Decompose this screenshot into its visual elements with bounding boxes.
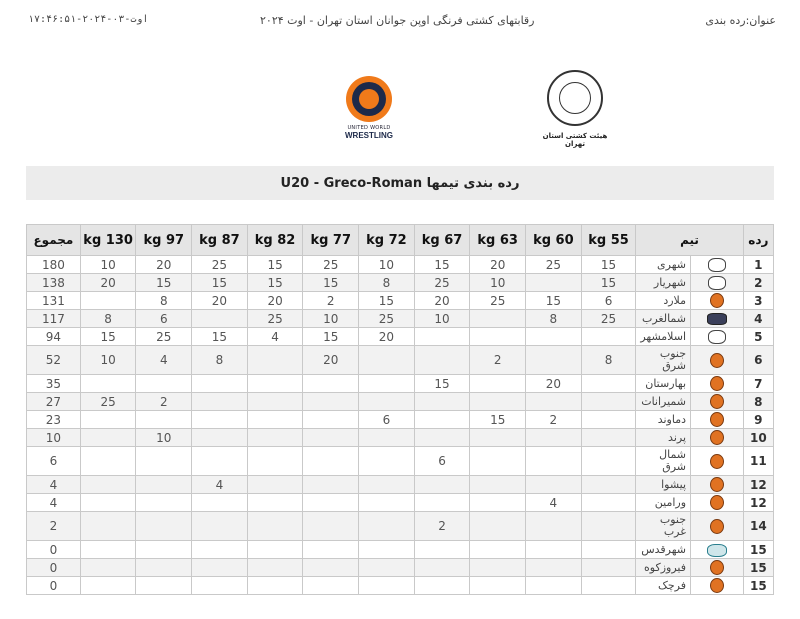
score-cell: 25 [303,256,359,274]
score-cell [359,429,415,447]
team-logo-cell [691,577,744,595]
team-logo-cell [691,256,744,274]
score-cell [136,411,192,429]
score-cell [303,494,359,512]
score-cell [192,577,248,595]
score-cell [192,559,248,577]
team-logo-cell [691,494,744,512]
score-cell [136,375,192,393]
score-cell [526,476,582,494]
team-logo-icon [708,258,726,272]
team-logo-icon [710,578,724,593]
score-cell [414,411,470,429]
team-logo-cell [691,476,744,494]
team-logo-cell [691,328,744,346]
score-cell [80,476,136,494]
weight-header: 87 kg [192,225,248,256]
weight-header: 77 kg [303,225,359,256]
rank-cell: 12 [743,476,773,494]
score-cell: 8 [192,346,248,375]
score-cell [303,375,359,393]
score-cell [303,411,359,429]
team-logo-icon [710,519,724,534]
score-cell [247,494,303,512]
score-cell [359,541,415,559]
score-cell: 8 [136,292,192,310]
score-cell [581,375,636,393]
score-cell [581,328,636,346]
score-cell [192,512,248,541]
score-cell: 20 [414,292,470,310]
table-header-row [27,225,774,256]
table-row [27,256,774,274]
weight-header: 55 kg [581,225,636,256]
score-cell: 10 [470,274,526,292]
team-logo-icon [710,454,724,469]
rank-cell: 15 [743,577,773,595]
team-logo-cell [691,310,744,328]
team-name: ورامین [636,494,691,512]
uww-logo-line2: WRESTLING [345,131,393,140]
rank-cell: 9 [743,411,773,429]
score-cell: 15 [303,274,359,292]
score-cell [581,541,636,559]
team-logo-icon [710,477,724,492]
score-cell [80,512,136,541]
score-cell [303,393,359,411]
total-cell: 4 [27,476,81,494]
total-cell: 94 [27,328,81,346]
score-cell: 15 [80,328,136,346]
score-cell [359,447,415,476]
table-row [27,476,774,494]
total-cell: 23 [27,411,81,429]
total-cell: 10 [27,429,81,447]
score-cell [470,559,526,577]
total-cell: 0 [27,577,81,595]
score-cell [247,541,303,559]
total-cell: 0 [27,541,81,559]
score-cell: 4 [526,494,582,512]
score-cell: 6 [136,310,192,328]
score-cell [136,577,192,595]
rank-cell: 2 [743,274,773,292]
score-cell: 8 [359,274,415,292]
score-cell: 15 [303,328,359,346]
score-cell [526,512,582,541]
uww-emblem-icon [346,76,392,122]
weight-header: 72 kg [359,225,415,256]
score-cell [247,393,303,411]
score-cell: 8 [80,310,136,328]
score-cell [192,494,248,512]
score-cell: 15 [581,256,636,274]
table-row [27,292,774,310]
score-cell: 15 [247,256,303,274]
score-cell [526,429,582,447]
rank-cell: 3 [743,292,773,310]
score-cell: 20 [303,346,359,375]
score-cell: 20 [136,256,192,274]
total-cell: 52 [27,346,81,375]
weight-header: 130 kg [80,225,136,256]
score-cell [526,447,582,476]
rank-cell: 1 [743,256,773,274]
team-logo-icon [710,495,724,510]
weight-header: 60 kg [526,225,582,256]
team-logo-icon [708,276,726,290]
score-cell: 4 [192,476,248,494]
score-cell [581,429,636,447]
table-row [27,411,774,429]
team-logo-icon [710,394,724,409]
total-cell: 0 [27,559,81,577]
rank-cell: 7 [743,375,773,393]
score-cell: 25 [192,256,248,274]
team-logo-icon [710,430,724,445]
score-cell [80,577,136,595]
score-cell: 15 [247,274,303,292]
team-header: تیم [636,225,743,256]
team-logo-cell [691,292,744,310]
score-cell [581,577,636,595]
rank-cell: 8 [743,393,773,411]
score-cell [247,447,303,476]
score-cell: 20 [247,292,303,310]
score-cell [414,476,470,494]
weight-header: 82 kg [247,225,303,256]
score-cell: 2 [414,512,470,541]
score-cell [80,429,136,447]
score-cell [414,541,470,559]
score-cell: 25 [470,292,526,310]
timestamp: اوت-۰۳-۲۰۲۴-۱۷:۴۶:۵۱ [28,14,149,25]
total-cell: 138 [27,274,81,292]
uww-logo [343,76,395,140]
rank-cell: 14 [743,512,773,541]
score-cell [192,411,248,429]
score-cell [359,346,415,375]
rank-cell: 12 [743,494,773,512]
team-logo-icon [710,353,724,368]
score-cell [136,559,192,577]
score-cell: 10 [80,346,136,375]
rank-cell: 15 [743,559,773,577]
score-cell: 15 [414,375,470,393]
score-cell [303,447,359,476]
score-cell [359,375,415,393]
score-cell [470,429,526,447]
team-logo-cell [691,411,744,429]
score-cell: 2 [526,411,582,429]
score-cell [136,476,192,494]
table-row [27,429,774,447]
score-cell: 4 [247,328,303,346]
team-name: شهریار [636,274,691,292]
team-logo-cell [691,541,744,559]
rank-cell: 15 [743,541,773,559]
score-cell [136,447,192,476]
score-cell: 15 [526,292,582,310]
score-cell: 15 [136,274,192,292]
weight-header: 97 kg [136,225,192,256]
score-cell [247,411,303,429]
table-row [27,328,774,346]
score-cell [470,476,526,494]
score-cell [526,577,582,595]
table-row [27,310,774,328]
score-cell [192,447,248,476]
score-cell [414,577,470,595]
event-title: رقابتهای کشتی فرنگی اوپن جوانان استان تهران - اوت ۲۰۲۴ [260,14,535,27]
weight-header: 63 kg [470,225,526,256]
score-cell: 20 [526,375,582,393]
score-cell [359,476,415,494]
score-cell: 15 [192,274,248,292]
score-cell: 25 [359,310,415,328]
score-cell: 15 [359,292,415,310]
team-name: شهری [636,256,691,274]
score-cell: 15 [192,328,248,346]
team-logo-cell [691,512,744,541]
score-cell [359,577,415,595]
score-cell [303,476,359,494]
score-cell: 6 [359,411,415,429]
rank-cell: 4 [743,310,773,328]
score-cell [581,447,636,476]
team-name: دماوند [636,411,691,429]
score-cell [414,393,470,411]
team-name: جنوب شرق [636,346,691,375]
total-cell: 131 [27,292,81,310]
score-cell [526,346,582,375]
score-cell [80,292,136,310]
table-row [27,274,774,292]
team-name: پرند [636,429,691,447]
score-cell [526,559,582,577]
score-cell: 10 [136,429,192,447]
rank-cell: 5 [743,328,773,346]
score-cell [192,429,248,447]
rank-header: رده [743,225,773,256]
score-cell: 6 [414,447,470,476]
score-cell: 4 [136,346,192,375]
score-cell [80,411,136,429]
team-logo-cell [691,274,744,292]
score-cell: 10 [414,310,470,328]
team-name: ملارد [636,292,691,310]
score-cell: 25 [136,328,192,346]
score-cell: 2 [303,292,359,310]
score-cell [136,541,192,559]
score-cell: 25 [526,256,582,274]
team-name: شهرقدس [636,541,691,559]
score-cell: 25 [581,310,636,328]
score-cell: 10 [359,256,415,274]
team-name: فرچک [636,577,691,595]
team-logo-cell [691,375,744,393]
score-cell [526,274,582,292]
score-cell [303,512,359,541]
total-header: مجموع [27,225,81,256]
document-label: عنوان:رده بندی [705,14,776,27]
standings-body [27,256,774,595]
team-logo-icon [707,313,727,325]
score-cell [470,577,526,595]
score-cell [359,393,415,411]
score-cell: 6 [581,292,636,310]
team-name: فیروزکوه [636,559,691,577]
score-cell [192,541,248,559]
score-cell [192,310,248,328]
score-cell [470,375,526,393]
team-name: شمیرانات [636,393,691,411]
score-cell: 8 [581,346,636,375]
score-cell [581,411,636,429]
score-cell: 25 [80,393,136,411]
score-cell [303,541,359,559]
team-name: شمال شرق [636,447,691,476]
uww-logo-line1: UNITED WORLD [347,125,391,131]
table-row [27,512,774,541]
score-cell [303,577,359,595]
team-logo-cell [691,346,744,375]
score-cell [136,512,192,541]
table-row [27,375,774,393]
score-cell [192,393,248,411]
total-cell: 117 [27,310,81,328]
score-cell [470,541,526,559]
score-cell: 2 [470,346,526,375]
score-cell [359,559,415,577]
table-row [27,346,774,375]
score-cell [526,328,582,346]
team-standings-table [26,224,774,595]
score-cell [247,577,303,595]
score-cell [581,494,636,512]
total-cell: 180 [27,256,81,274]
team-name: بهارستان [636,375,691,393]
score-cell [470,310,526,328]
score-cell [526,393,582,411]
score-cell [581,559,636,577]
score-cell [359,512,415,541]
total-cell: 6 [27,447,81,476]
score-cell [526,541,582,559]
score-cell [470,328,526,346]
team-logo-icon [710,293,724,308]
score-cell [414,559,470,577]
team-name: پیشوا [636,476,691,494]
score-cell [80,494,136,512]
score-cell: 15 [581,274,636,292]
total-cell: 35 [27,375,81,393]
team-logo-icon [710,376,724,391]
score-cell: 15 [414,256,470,274]
score-cell [581,393,636,411]
tehran-federation-logo [540,70,610,148]
score-cell [247,476,303,494]
table-row [27,494,774,512]
team-name: جنوب غرب [636,512,691,541]
score-cell: 10 [303,310,359,328]
table-row [27,577,774,595]
federation-caption: هیئت کشتی استان تهران [542,132,608,148]
score-cell [303,559,359,577]
score-cell: 10 [80,256,136,274]
score-cell [80,541,136,559]
score-cell [414,346,470,375]
table-row [27,541,774,559]
score-cell: 25 [414,274,470,292]
total-cell: 27 [27,393,81,411]
score-cell [470,494,526,512]
rank-cell: 10 [743,429,773,447]
score-cell [414,429,470,447]
score-cell: 20 [80,274,136,292]
team-logo-cell [691,559,744,577]
total-cell: 2 [27,512,81,541]
score-cell [470,512,526,541]
score-cell [80,559,136,577]
team-name: اسلامشهر [636,328,691,346]
score-cell [192,375,248,393]
team-logo-icon [710,560,724,575]
score-cell [581,512,636,541]
team-logo-cell [691,429,744,447]
team-name: شمالغرب [636,310,691,328]
score-cell: 25 [247,310,303,328]
score-cell: 8 [526,310,582,328]
score-cell [414,494,470,512]
score-cell [470,447,526,476]
weight-header: 67 kg [414,225,470,256]
total-cell: 4 [27,494,81,512]
score-cell: 20 [192,292,248,310]
score-cell [247,375,303,393]
score-cell: 15 [470,411,526,429]
score-cell [247,346,303,375]
score-cell [247,512,303,541]
score-cell [470,393,526,411]
team-logo-icon [708,330,726,344]
score-cell [359,494,415,512]
table-row [27,393,774,411]
score-cell: 20 [359,328,415,346]
score-cell [247,559,303,577]
team-logo-icon [710,412,724,427]
score-cell [303,429,359,447]
team-logo-cell [691,447,744,476]
score-cell: 2 [136,393,192,411]
score-cell [581,476,636,494]
table-row [27,559,774,577]
federation-seal-icon [547,70,603,126]
score-cell [80,447,136,476]
score-cell [247,429,303,447]
team-logo-icon [707,544,727,557]
rank-cell: 11 [743,447,773,476]
table-row [27,447,774,476]
score-cell [136,494,192,512]
score-cell: 20 [470,256,526,274]
team-logo-cell [691,393,744,411]
rank-cell: 6 [743,346,773,375]
score-cell [80,375,136,393]
standings-title: رده بندی تیمها U20 - Greco-Roman [26,166,774,200]
score-cell [414,328,470,346]
